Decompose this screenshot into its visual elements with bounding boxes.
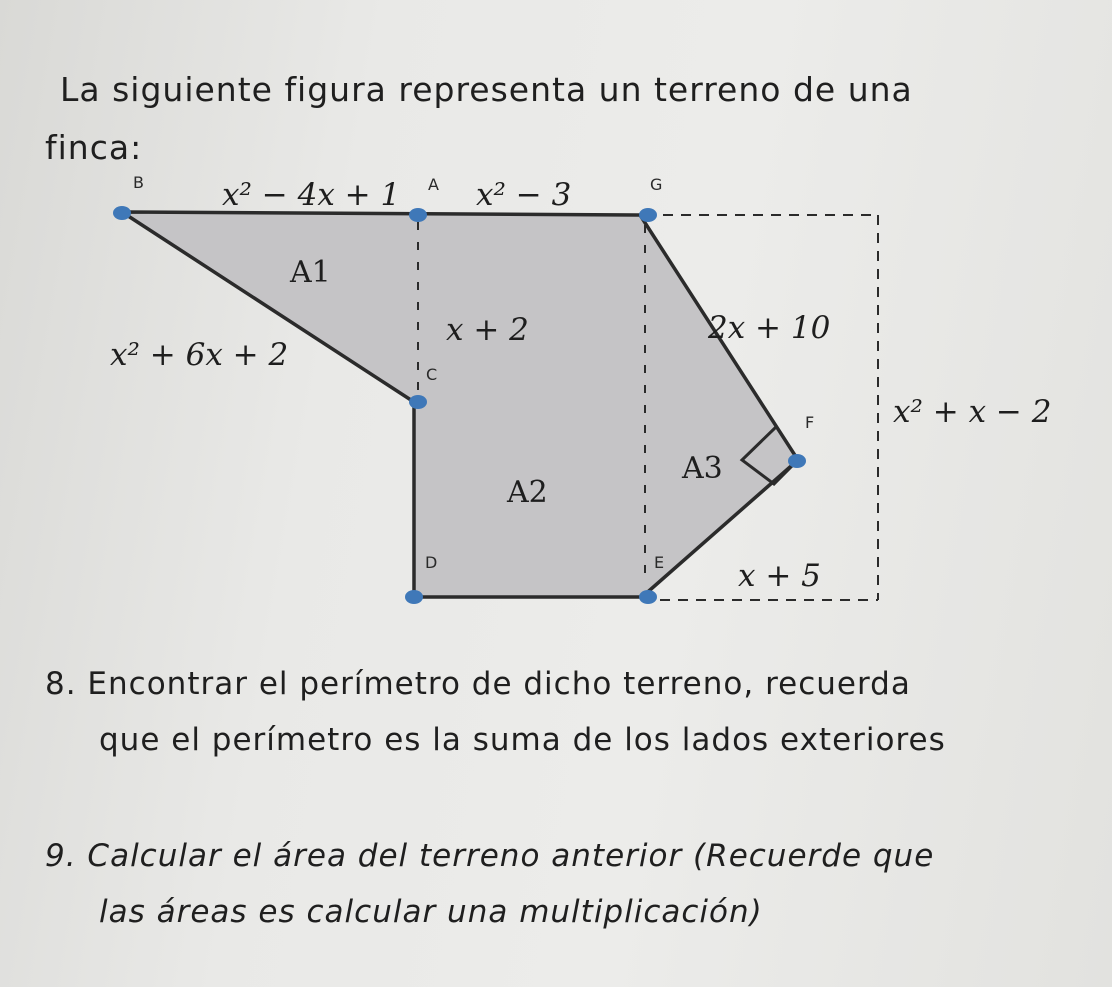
vertex-dot-d [405, 590, 423, 604]
question-8-line-2: que el perímetro es la suma de los lados exteriores [99, 722, 946, 758]
side-ac-label: x + 2 [446, 312, 529, 348]
side-ef-label: x + 5 [738, 558, 821, 594]
height-label: x² + x − 2 [893, 394, 1052, 430]
side-bc-label: x² + 6x + 2 [110, 337, 289, 373]
point-label-d: D [425, 553, 438, 572]
point-label-f: F [805, 413, 815, 432]
side-gf-label: 2x + 10 [708, 310, 831, 346]
question-8-line-1: 8. Encontrar el perímetro de dicho terreno, recuerda [45, 666, 911, 702]
side-ba-label: x² − 4x + 1 [222, 177, 401, 213]
vertex-dot-g [639, 208, 657, 222]
intro-line-2: finca: [45, 128, 143, 167]
vertex-dot-a [409, 208, 427, 222]
question-9-line-2: las áreas es calcular una multiplicación) [99, 894, 763, 930]
region-a2-label: A2 [507, 475, 548, 510]
point-label-a: A [428, 175, 439, 194]
vertex-dot-e [639, 590, 657, 604]
point-label-e: E [654, 553, 665, 572]
region-a1-label: A1 [290, 255, 331, 290]
point-label-c: C [426, 365, 438, 384]
intro-line-1: La siguiente figura representa un terreno de una [60, 70, 913, 109]
vertex-dot-b [113, 206, 131, 220]
point-label-g: G [650, 175, 663, 194]
point-label-b: B [133, 173, 144, 192]
land-polygon [122, 212, 798, 597]
vertex-dot-f [788, 454, 806, 468]
question-9-line-1: 9. Calcular el área del terreno anterior (Recuerde que [45, 838, 935, 874]
vertex-dot-c [409, 395, 427, 409]
side-ag-label: x² − 3 [476, 177, 572, 213]
region-a3-label: A3 [682, 451, 723, 486]
